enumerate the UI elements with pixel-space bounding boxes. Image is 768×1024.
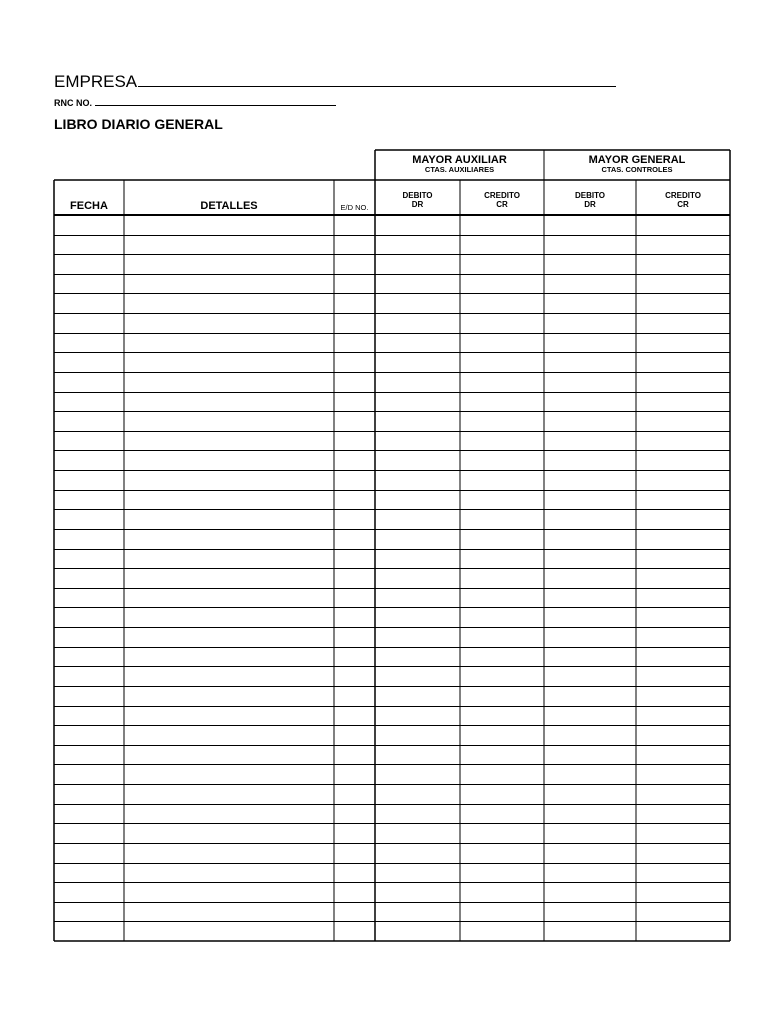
column-header-label: CREDITO (484, 191, 520, 200)
column-header-ed-no: E/D NO. (340, 203, 369, 212)
column-header-sublabel: CR (677, 199, 689, 209)
group-subtitle: CTAS. AUXILIARES (424, 165, 495, 175)
column-header-gen-debito (544, 192, 636, 210)
column-header-aux-debito (375, 192, 460, 210)
column-header-label: DEBITO (574, 191, 606, 200)
group-subtitle: CTAS. CONTROLES (601, 165, 673, 175)
group-header-mayor-general (544, 154, 730, 174)
column-header-label: CREDITO (665, 191, 701, 200)
company-field (54, 72, 616, 92)
group-title: MAYOR GENERAL (588, 154, 686, 166)
column-header-gen-credito (636, 192, 730, 210)
column-header-label: DEBITO (402, 191, 433, 200)
group-header-mayor-auxiliar (375, 154, 544, 174)
group-title: MAYOR AUXILIAR (412, 154, 507, 166)
column-header-aux-credito (460, 192, 544, 210)
company-label: EMPRESA (54, 72, 138, 91)
column-header-detalles: DETALLES (200, 200, 258, 212)
rnc-blank-line[interactable] (95, 97, 336, 106)
company-blank-line[interactable] (138, 72, 616, 87)
column-header-sublabel: DR (584, 199, 596, 209)
page-title: LIBRO DIARIO GENERAL (54, 116, 223, 132)
rnc-field (54, 97, 336, 108)
column-header-sublabel: CR (496, 199, 508, 209)
column-header-sublabel: DR (411, 199, 424, 209)
column-header-fecha: FECHA (70, 200, 108, 212)
rnc-label: RNC NO. (54, 98, 92, 108)
